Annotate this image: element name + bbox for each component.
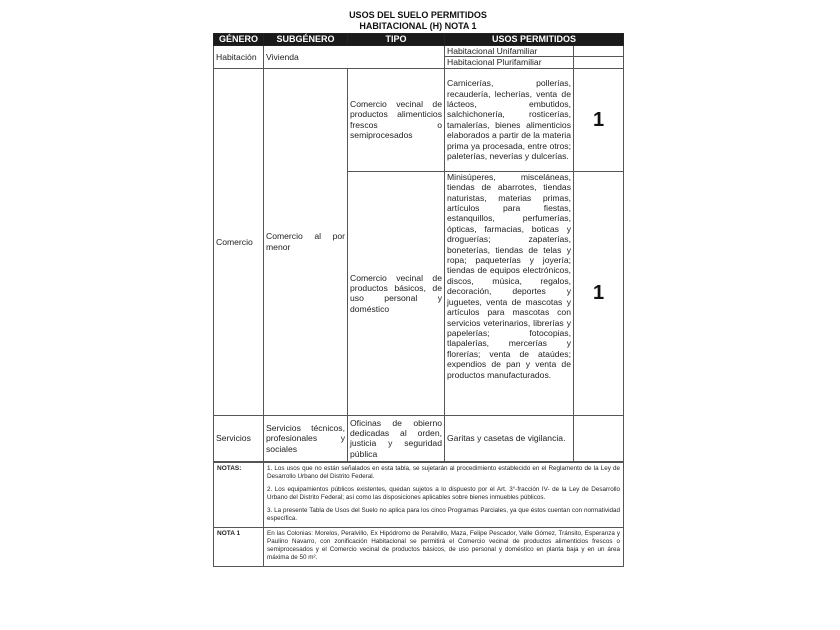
header-tipo: TIPO (348, 34, 445, 46)
notas-content (264, 462, 624, 527)
cell-uso-unifamiliar: Habitacional Unifamiliar (445, 46, 574, 57)
notas-row (214, 462, 624, 527)
cell-genero-servicios: Servicios (214, 415, 264, 461)
cell-nota-1a: 1 (574, 68, 624, 171)
cell-tipo-basicos: Comercio vecinal de productos básicos, de uso personal y doméstico (348, 171, 445, 415)
cell-usos-alimenticios: Carnicerías, pollerías, recaudería, lecherías, venta de lácteos, embutidos, salchichonería, rosticerías, tamalerías, bienes alimenticios elaborados a partir de la materia prima ya procesada, entre otros; paleterías, neverías y dulcerías. (445, 68, 574, 171)
cell-genero-comercio: Comercio (214, 68, 264, 415)
nota-item-2: 2. Los equipamientos públicos existentes, quedan sujetos a lo dispuesto por el Art. 3°-fracción IV- de la Ley de Desarrollo Urbano del Distrito Federal; así como las disposiciones aplicables sobre bienes inmuebles públicos. (267, 485, 620, 501)
cell-subgenero-servicios: Servicios técnicos, profesionales y sociales (264, 415, 348, 461)
nota1-text: En las Colonias: Morelos, Peralvillo, Ex Hipódromo de Peralvillo, Maza, Felipe Pescador, Valle Gómez, Tránsito, Esperanza y Paulino Navarro, con zonificación Habitacional se permitirá el Comercio vecinal de productos alimenticios frescos o semiprocesados y el Comercio vecinal de productos básicos, de uso personal y doméstico en planta baja y en un área máxima de 50 m². (267, 529, 620, 561)
table-row (214, 415, 624, 461)
nota1-label: NOTA 1 (214, 527, 264, 566)
nota1-content (264, 527, 624, 566)
table-row (214, 46, 624, 57)
cell-nota-empty (574, 46, 624, 57)
table-row (214, 68, 624, 171)
header-subgenero: SUBGÉNERO (264, 34, 348, 46)
cell-subgenero-vivienda: Vivienda (264, 46, 445, 69)
land-use-table (213, 33, 624, 462)
title-line-2: HABITACIONAL (H) NOTA 1 (359, 21, 477, 31)
cell-nota-1b: 1 (574, 171, 624, 415)
nota1-row (214, 527, 624, 566)
cell-tipo-oficinas: Oficinas de obierno dedicadas al orden, justicia y seguridad pública (348, 415, 445, 461)
title-line-1: USOS DEL SUELO PERMITIDOS (349, 10, 487, 20)
cell-tipo-alimenticios: Comercio vecinal de productos alimenticios frescos o semiprocesados (348, 68, 445, 171)
cell-subgenero-comercio: Comercio al por menor (264, 68, 348, 415)
document-title (213, 10, 623, 32)
document-page (213, 10, 623, 567)
cell-genero-habitacion: Habitación (214, 46, 264, 69)
cell-usos-garitas: Garitas y casetas de vigilancia. (445, 415, 574, 461)
notes-table (213, 462, 624, 567)
table-header-row (214, 34, 624, 46)
cell-usos-basicos: Minisúperes, misceláneas, tiendas de abarrotes, tiendas naturistas, materias primas, artículos para fiestas, estanquillos, perfumerías, ópticas, farmacias, boticas y droguerías; zapaterías, boneterías, tiendas de telas y ropa; paqueterías y joyería; tiendas de equipos electrónicos, discos, música, regalos, decoración, deportes y juguetes, venta de mascotas y artículos para mascotas con servicios veterinarios, librerías y papelerías; fotocopias, tlapalerías, mercerías y florerías; venta de ataúdes; expendios de pan y venta de productos manufacturados. (445, 171, 574, 415)
nota-item-1: 1. Los usos que no están señalados en esta tabla, se sujetarán al procedimiento establecido en el Reglamento de la Ley de Desarrollo Urbano del Distrito Federal. (267, 464, 620, 480)
cell-uso-plurifamiliar: Habitacional Plurifamiliar (445, 57, 574, 68)
cell-nota-empty (574, 415, 624, 461)
header-usos: USOS PERMITIDOS (445, 34, 624, 46)
header-genero: GÉNERO (214, 34, 264, 46)
notas-label: NOTAS: (214, 462, 264, 527)
cell-nota-empty (574, 57, 624, 68)
nota-item-3: 3. La presente Tabla de Usos del Suelo no aplica para los cinco Programas Parciales, ya que éstos cuentan con normatividad específica. (267, 506, 620, 522)
